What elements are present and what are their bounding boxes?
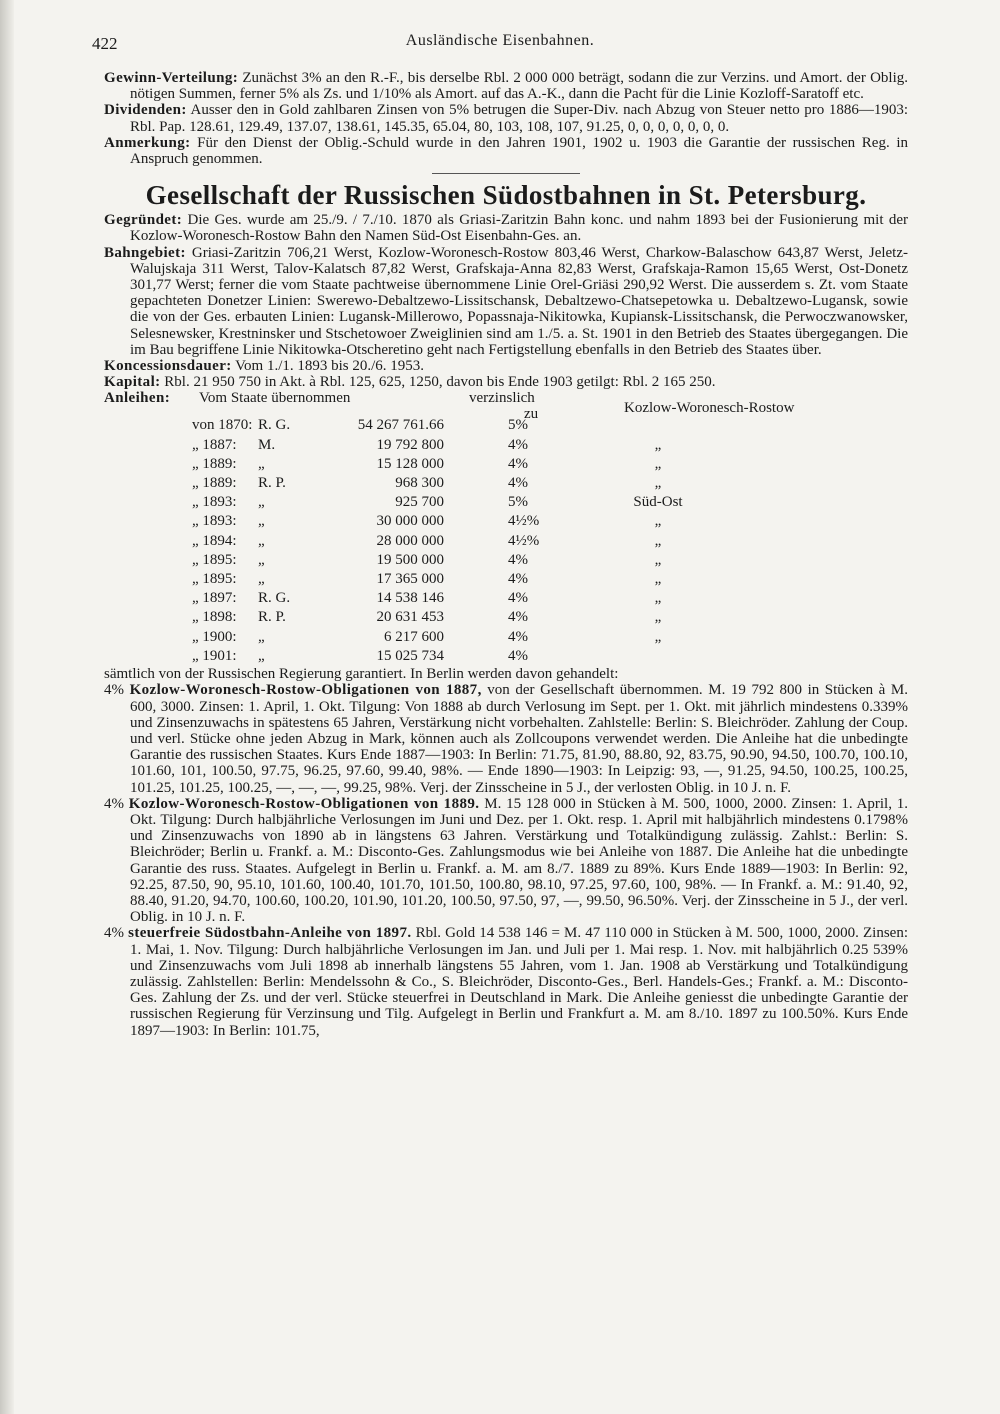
loan-currency: M. xyxy=(258,436,276,453)
page-number: 422 xyxy=(92,34,118,53)
loan-year: „ 1889: xyxy=(192,475,237,492)
loan-spacer xyxy=(456,589,508,608)
loan-spacer xyxy=(456,628,508,647)
loan-year: „ 1889: xyxy=(192,455,237,472)
dividenden-text: Ausser den in Gold zahlbaren Zinsen von 5% betrugen die Super-Div. nach Abzug von Steuer netto pro 1886—1903: Rbl. Pap. 128.61, 129.49, 137.07, 138.61, 145.35, 65.04, 80, 103, 108, 107, 91.25, 0, 0, 0, 0, 0, 0, 0. xyxy=(130,102,908,135)
loan-row xyxy=(192,455,728,474)
previous-company-section xyxy=(104,70,908,167)
loan-amount: 20 631 453 xyxy=(376,609,444,626)
loan-spacer xyxy=(456,551,508,570)
bond-1897-text: Rbl. Gold 14 538 146 = M. 47 110 000 in Stücken à M. 500, 1000, 2000. Zinsen: 1. Mai, 1. Nov. Tilgung: Durch halbjährliche Verlosungen im Jan. und Juli per 1. Mai resp. 1. Nov. mit halbjährlich 0.25 539% und Zinsenzuwachs vom Juli 1898 ab innerhalb längstens 55 Jahren, vom 1. Jan. 1908 ab Verstärkung und Totalkündigung zulässig. Zahlstellen: Berlin: Mendelssohn & Co., S. Bleichröder, Disconto-Ges., Berl. Handels-Ges.; Frankf. a. M.: Disconto-Ges. Zahlung der Zs. und der verl. Stücke steuerfrei in Deutschland in Mark. Die Anleihe geniesst die unbedingte Garantie der russischen Regierung für Verzinsung und Tilg. Aufgelegt in Berlin und Frankfurt a. M. am 8./10. 1897 zu 100.50%. Kurs Ende 1897—1903: In Berlin: 101.75, xyxy=(130,925,908,1039)
loan-line: „ xyxy=(654,455,662,472)
loan-spacer xyxy=(456,608,508,627)
loan-row xyxy=(192,551,728,570)
kapital-text: Rbl. 21 950 750 in Akt. à Rbl. 125, 625, 1250, davon bis Ende 1903 getilgt: Rbl. 2 165 250. xyxy=(160,374,716,391)
loans-summary: sämtlich von der Russischen Regierung garantiert. In Berlin werden davon gehandelt: xyxy=(104,666,619,683)
loans-zu: zu xyxy=(524,406,539,423)
loan-spacer xyxy=(456,647,508,666)
gewinn-verteilung-text: Zunächst 3% an den R.-F., bis derselbe Rbl. 2 000 000 beträgt, sodann die zur Verzins. und Amort. der Oblig. nötigen Summen, ferner 5% als Zs. und 1/10% als Amort. auf das A.-K., dann die Pacht für die Linie Kozloff-Saratoff etc. xyxy=(130,70,908,103)
loan-line: „ xyxy=(654,590,662,607)
loan-amount: 28 000 000 xyxy=(376,532,444,549)
kapital-label: Kapital: xyxy=(104,374,161,391)
loan-line xyxy=(588,647,728,666)
bahngebiet-paragraph xyxy=(104,245,908,358)
bond-1897-title: steuerfreie Südostbahn-Anleihe von 1897. xyxy=(128,925,412,942)
loan-line: „ xyxy=(654,475,662,492)
bond-1887-paragraph xyxy=(104,682,908,795)
gegruendet-text: Die Ges. wurde am 25./9. / 7./10. 1870 als Griasi-Zaritzin Bahn konc. und nahm 1893 bei der Fusionierung mit der Kozlow-Woronesch-Rostow Bahn den Namen Süd-Ost Eisenbahn-Ges. an. xyxy=(130,212,908,245)
gegruendet-label: Gegründet: xyxy=(104,212,183,229)
loan-line: „ xyxy=(654,571,662,588)
loan-spacer xyxy=(456,474,508,493)
loan-year: „ 1900: xyxy=(192,628,237,645)
loan-row xyxy=(192,436,728,455)
loan-line: „ xyxy=(654,609,662,626)
loan-line: „ xyxy=(654,513,662,530)
loan-amount: 17 365 000 xyxy=(376,571,444,588)
loan-currency: „ xyxy=(258,532,265,549)
loans-line-header: Kozlow-Woronesch-Rostow xyxy=(624,400,795,417)
loan-rate: 4½% xyxy=(508,513,540,530)
loan-line: Süd-Ost xyxy=(633,494,683,511)
loan-row xyxy=(192,532,728,551)
loan-rate: 5% xyxy=(508,417,528,434)
company-section xyxy=(104,180,908,390)
bonds-section xyxy=(104,682,908,1038)
loan-currency: R. P. xyxy=(258,609,286,626)
loan-amount: 968 300 xyxy=(395,475,444,492)
loan-amount: 6 217 600 xyxy=(384,628,444,645)
loan-year: „ 1897: xyxy=(192,590,237,607)
loan-row xyxy=(192,628,728,647)
loan-rate: 4% xyxy=(508,455,528,472)
loan-currency: „ xyxy=(258,494,265,511)
loan-currency: R. P. xyxy=(258,475,286,492)
loan-line: „ xyxy=(654,436,662,453)
loan-currency: R. G. xyxy=(258,590,291,607)
loan-rate: 4% xyxy=(508,551,528,568)
loan-rate: 4% xyxy=(508,571,528,588)
dividenden-paragraph xyxy=(104,102,908,134)
loan-rate: 4% xyxy=(508,475,528,492)
loans-vom-staate: Vom Staate übernommen xyxy=(199,390,351,407)
loan-currency: „ xyxy=(258,571,265,588)
bond-1887-pct: 4% xyxy=(104,682,124,699)
loan-year: „ 1887: xyxy=(192,436,237,453)
loan-currency: „ xyxy=(258,647,265,664)
bond-1889-text: M. 15 128 000 in Stücken à M. 500, 1000, 2000. Zinsen: 1. April, 1. Okt. Tilgung: Durch halbjährliche Verlosungen im Juni und Dez. per 1. Okt. resp. 1. April mit halbjährlich mindestens 0.1798% und Zinsenzuwachs von 1890 ab in längstens 63 Jahren. Verstärkung und Totalkündigung zulässig. Zahlst.: Berlin: S. Bleichröder; Berlin u. Frankf. a. M.: Disconto-Ges. Zahlungsmodus wie bei Anleihe von 1887. Die Anleihe hat die unbedingte Garantie des russ. Staates. Aufgelegt in Berlin u. Frankf. a. M. am 8./7. 1889 zu 89%. Kurs Ende 1889—1903: In Berlin: 92, 92.25, 87.50, 90, 95.10, 101.60, 100.40, 101.70, 101.50, 100.80, 98.10, 97.25, 97.60, 100, 98%. — In Frankf. a. M.: 91.40, 92, 88.40, 91.20, 94.70, 100.60, 100.20, 101.90, 101.20, 100.50, 97.50, 97, —, 99.50, 96.50%. Verj. der Zinsscheine in 5 J., der verl. Oblig. in 10 J. n. F. xyxy=(130,795,909,926)
page-binding-edge xyxy=(0,0,14,1414)
loans-section xyxy=(104,390,908,682)
loan-spacer xyxy=(456,532,508,551)
anmerkung-text: Für den Dienst der Oblig.-Schuld wurde in den Jahren 1901, 1902 u. 1903 die Garantie der russischen Reg. in Anspruch genommen. xyxy=(130,134,908,168)
loan-row xyxy=(192,512,728,531)
loan-rate: 4% xyxy=(508,628,528,645)
loan-amount: 15 025 734 xyxy=(376,647,444,664)
kapital-paragraph xyxy=(104,374,908,390)
loan-year: „ 1898: xyxy=(192,609,237,626)
loan-amount: 14 538 146 xyxy=(376,590,444,607)
loan-year: „ 1895: xyxy=(192,571,237,588)
loan-spacer xyxy=(456,455,508,474)
bond-1889-paragraph xyxy=(104,796,908,926)
loan-rate: 4% xyxy=(508,436,528,453)
gewinn-verteilung-paragraph xyxy=(104,70,908,102)
anmerkung-label: Anmerkung: xyxy=(104,134,191,151)
loan-currency: „ xyxy=(258,628,265,645)
loan-year: „ 1893: xyxy=(192,494,237,511)
loan-rate: 5% xyxy=(508,494,528,511)
loan-amount: 19 792 800 xyxy=(376,436,444,453)
bond-1887-title: Kozlow-Woronesch-Rostow-Obligationen von 1887, xyxy=(129,682,482,699)
company-title: Gesellschaft der Russischen Südostbahnen in St. Petersburg. xyxy=(145,180,867,211)
loan-amount: 30 000 000 xyxy=(376,513,444,530)
koncession-text: Vom 1./1. 1893 bis 20./6. 1953. xyxy=(231,358,425,375)
koncession-label: Koncessionsdauer: xyxy=(104,358,232,375)
loan-currency: „ xyxy=(258,513,265,530)
loan-currency: R. G. xyxy=(258,417,291,434)
bond-1889-pct: 4% xyxy=(104,795,124,812)
loan-spacer xyxy=(456,570,508,589)
loan-year: von 1870: xyxy=(192,417,253,434)
bond-1897-pct: 4% xyxy=(104,925,124,942)
koncession-paragraph xyxy=(104,358,908,374)
loan-row xyxy=(192,474,728,493)
loan-rate: 4% xyxy=(508,590,528,607)
loan-year: „ 1893: xyxy=(192,513,237,530)
loan-amount: 15 128 000 xyxy=(376,455,444,472)
bond-1897-paragraph xyxy=(104,925,908,1038)
loan-line: „ xyxy=(654,532,662,549)
loan-amount: 925 700 xyxy=(395,494,444,511)
gegruendet-paragraph xyxy=(104,212,908,244)
loan-rate: 4½% xyxy=(508,532,540,549)
gewinn-verteilung-label: Gewinn-Verteilung: xyxy=(104,70,239,86)
loan-currency: „ xyxy=(258,551,265,568)
loan-row xyxy=(192,647,728,666)
loan-amount: 54 267 761.66 xyxy=(357,417,444,434)
loan-amount: 19 500 000 xyxy=(376,551,444,568)
loan-spacer xyxy=(456,493,508,512)
loan-currency: „ xyxy=(258,455,265,472)
loan-year: „ 1895: xyxy=(192,551,237,568)
loan-row xyxy=(192,570,728,589)
bond-1889-title: Kozlow-Woronesch-Rostow-Obligationen von 1889. xyxy=(128,795,480,812)
loan-row xyxy=(192,589,728,608)
loan-rate: 4% xyxy=(508,609,528,626)
loan-row xyxy=(192,608,728,627)
page-header xyxy=(92,28,908,54)
loan-rate: 4% xyxy=(508,647,528,664)
loan-spacer xyxy=(456,436,508,455)
loans-table xyxy=(192,416,728,666)
loans-header xyxy=(104,390,908,423)
dividenden-label: Dividenden: xyxy=(104,102,187,119)
section-divider xyxy=(432,173,580,174)
loan-year: „ 1901: xyxy=(192,647,237,664)
running-head: Ausländische Eisenbahnen. xyxy=(405,32,595,49)
bond-1887-text: von der Gesellschaft übernommen. M. 19 792 800 in Stücken à M. 600, 3000. Zinsen: 1. April, 1. Okt. Tilgung: Von 1888 ab durch Verlosung im Sept. per 1. Okt. mit jährlich mindestens 0.339% und Zinsenzuwachs in spätestens 65 Jahren, Verstärkung nicht vorbehalten. Zahlstelle: Berlin: S. Bleichröder. Zahlung der Coup. und verl. Stücke ohne jeden Abzug in Mark, können auch als Zollcoupons verwendet werden. Die Anleihe hat die unbedingte Garantie des russischen Staates. Kurs Ende 1887—1903: In Berlin: 71.75, 81.90, 88.80, 92, 83.75, 90.90, 94.50, 100.70, 100.10, 101.60, 101, 100.50, 97.75, 96.25, 97.60, 99.40, 98%. — Ende 1890—1903: In Leipzig: 93, —, 91.25, 94.50, 100.25, 100.25, 101.25, 101.25, 100.25, —, —, —, 99.25, 98%. Verj. der Zinsscheine in 5 J., der verlosten Oblig. in 10 J. n. F. xyxy=(130,682,908,796)
loans-table-body xyxy=(192,416,728,666)
loans-label: Anleihen: xyxy=(104,390,171,407)
loan-line: „ xyxy=(654,551,662,568)
bahngebiet-label: Bahngebiet: xyxy=(104,244,186,261)
loans-verzinslich: verzinslich xyxy=(469,390,535,407)
anmerkung-paragraph xyxy=(104,135,908,167)
loan-line: „ xyxy=(654,628,662,645)
loan-row xyxy=(192,493,728,512)
bahngebiet-text: Griasi-Zaritzin 706,21 Werst, Kozlow-Woronesch-Rostow 803,46 Werst, Charkow-Balaschow 643,87 Werst, Jeletz-Walujskaja 311 Werst, Talov-Kalatsch 87,82 Werst, Grafskaja-Anna 82,83 Werst, Grafskaja-Ramon 15,65 Werst, Ost-Donetz 301,77 Werst; ferner die vom Staate pachtweise übernommene Linie Orel-Griäsi 290,92 Werst. Die ausserdem s. Zt. vom Staate gepachteten Donetzer Linien: Swerewo-Debaltzewo-Lissitschansk, Debaltzewo-Chatsepetowka u. Debaltzewo-Lugansk, sowie die von der Ges. erbauten Linien: Lugansk-Millerowo, Popassnaja-Nikitowka, Kupiansk-Lissitschansk, die Perwoczwanowsker, Selesnewsker, Krestninsker und Stschetowoer Zweiglinien sind am 1./5. a. St. 1901 in den Betrieb des Staates übergegangen. Die im Bau begriffene Linie Nikitowka-Otscheretino geht nach Fertigstellung ebenfalls in den Betrieb des Staates über. xyxy=(130,244,908,358)
loan-year: „ 1894: xyxy=(192,532,237,549)
loan-spacer xyxy=(456,512,508,531)
